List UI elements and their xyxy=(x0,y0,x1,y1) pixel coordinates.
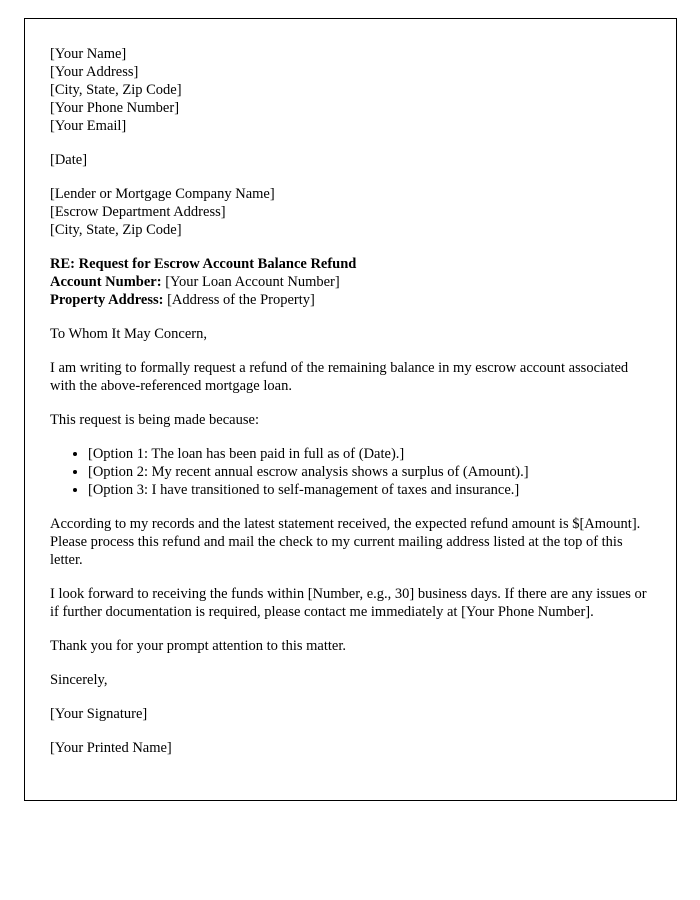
closing: Sincerely, xyxy=(50,672,108,688)
sender-address-line: [City, State, Zip Code] xyxy=(50,82,182,98)
sender-address-line: [Your Address] xyxy=(50,64,139,80)
sender-address-line: [Your Phone Number] xyxy=(50,100,180,116)
recipient-address-line: [City, State, Zip Code] xyxy=(50,222,182,238)
paragraph-timeline: I look forward to receiving the funds within [Number, e.g., 30] business days. If there are any issues or if further documentation is required, please contact me immediately at [Your Phone Number]. xyxy=(50,586,647,620)
paragraph-refund: According to my records and the latest statement received, the expected refund amount is $[Amount]. Please process this refund and mail the check to my current mailing address listed at the top of this letter. xyxy=(50,516,641,568)
letter-document xyxy=(24,18,677,801)
account-number-label: Account Number: xyxy=(50,274,162,290)
account-number-line xyxy=(50,273,651,291)
property-address-value: [Address of the Property] xyxy=(167,292,315,308)
printed-name-line: [Your Printed Name] xyxy=(50,740,172,756)
property-address-line xyxy=(50,291,651,309)
account-number-value: [Your Loan Account Number] xyxy=(165,274,340,290)
recipient-address-block xyxy=(50,185,651,239)
subject-re-line: RE: Request for Escrow Account Balance Refund xyxy=(50,256,357,272)
subject-block xyxy=(50,255,651,309)
salutation: To Whom It May Concern, xyxy=(50,326,207,342)
recipient-address-line: [Escrow Department Address] xyxy=(50,204,226,220)
sender-address-line: [Your Email] xyxy=(50,118,127,134)
options-list xyxy=(50,445,651,499)
paragraph-reason-lead: This request is being made because: xyxy=(50,412,259,428)
option-item: • [Option 2: My recent annual escrow analysis shows a surplus of (Amount).] xyxy=(88,463,651,481)
sender-address-block xyxy=(50,45,651,135)
option-item: • [Option 1: The loan has been paid in full as of (Date).] xyxy=(88,445,651,463)
sender-address-line: [Your Name] xyxy=(50,46,127,62)
paragraph-thanks: Thank you for your prompt attention to this matter. xyxy=(50,638,346,654)
paragraph-intro: I am writing to formally request a refund of the remaining balance in my escrow account associated with the above-referenced mortgage loan. xyxy=(50,360,629,394)
option-item: • [Option 3: I have transitioned to self-management of taxes and insurance.] xyxy=(88,481,651,499)
recipient-address-line: [Lender or Mortgage Company Name] xyxy=(50,186,275,202)
date-line: [Date] xyxy=(50,152,88,168)
property-address-label: Property Address: xyxy=(50,292,164,308)
signature-line: [Your Signature] xyxy=(50,706,148,722)
